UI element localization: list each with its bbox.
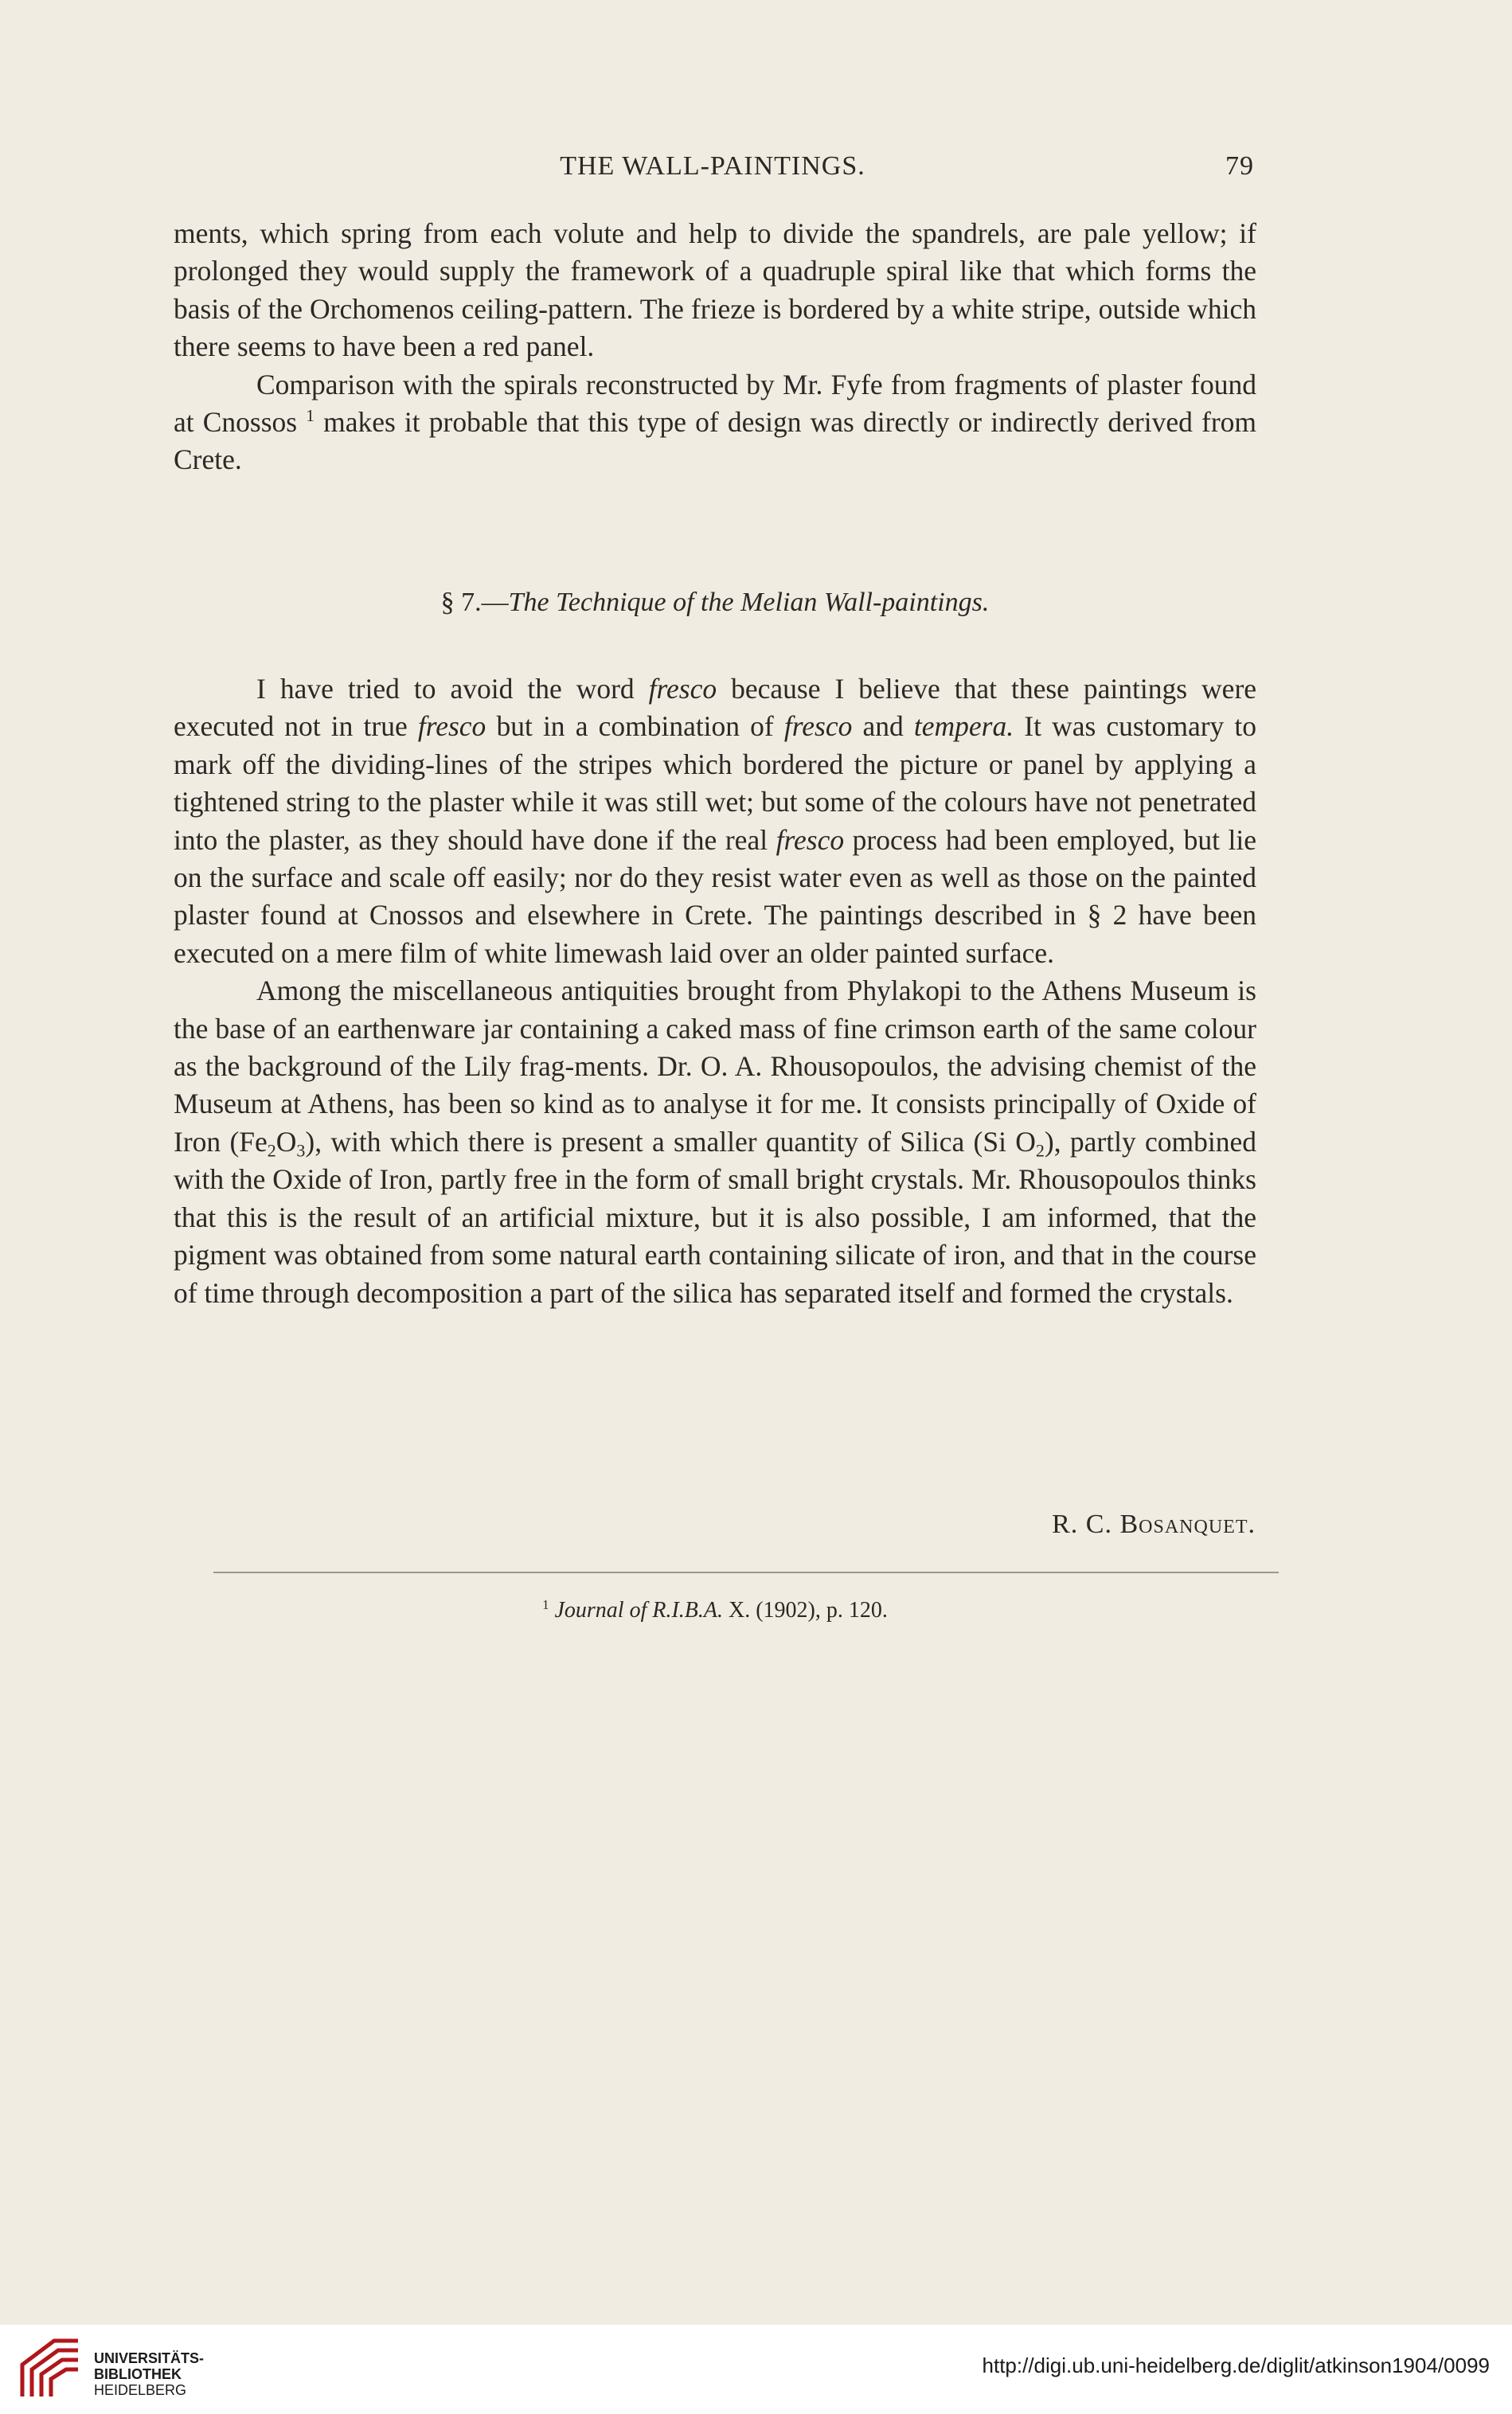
paragraph-comparison [174,366,1256,479]
footer-bar [0,2325,1512,2414]
paragraph-text: Comparison with the spirals reconstructed by Mr. Fyfe from fragments of plaster found at Cnossos [174,368,1256,439]
paragraph-technique [174,670,1256,972]
text-run: O [275,1125,297,1158]
italic-term: fresco [776,823,845,856]
library-name-line: UNIVERSITÄTS- [94,2350,205,2366]
author-signature [1052,1510,1256,1540]
library-name [94,2350,204,2398]
subscript: 3 [296,1140,306,1161]
text-run: but in a combination of [496,710,774,743]
subscript: 2 [1035,1140,1045,1161]
text-block-top [174,215,1256,479]
text-run: Among the miscellaneous antiquities brought from Phylakopi to the Athens Museum is the base of an earthenware jar containing a caked mass of fine crimson earth of the same colour as the background of the Lily frag-ments. Dr. O. A. Rhousopoulos, the advising chemist of the Museum at Athens, has been so kind as to analyse it for me. It consists principally of Oxide of Iron (Fe [174,975,1256,1158]
subscript: 2 [267,1140,276,1161]
footnote-journal: Journal of R.I.B.A. [554,1598,724,1623]
text-run: ), partly combined with the Oxide of Iron, partly free in the form of small bright crystals. Mr. Rhousopoulos thinks that this is the result of an artificial mixture, but it is also possible, I am informed, that the pigment was obtained from some natural earth containing silicate of iron, and that in the course of time through decomposition a part of the silica has separated itself and formed the crystals. [174,1125,1256,1309]
paragraph-analysis [174,972,1256,1312]
footnote-marker: 1 [542,1596,549,1612]
section-heading [174,588,1256,618]
running-header [171,151,1254,191]
paragraph-continuation: ments, which spring from each volute and help to divide the spandrels, are pale yellow; if prolonged they would supply the framework of a quadruple spiral like that which forms the basis of the Orchomenos ceiling-pattern. The frieze is bordered by a white stripe, outside which there seems to have been a red panel. [174,217,1256,363]
signature-initials: R. C. [1052,1510,1112,1539]
italic-term: fresco [783,710,853,743]
library-name-line: BIBLIOTHEK [94,2366,182,2382]
text-block-main [174,670,1256,1312]
footnote-text: X. (1902), p. 120. [729,1598,888,1623]
footnote-ref: 1 [306,406,315,426]
text-run: ), with which there is present a smaller quantity of Silica (Si O [305,1125,1036,1158]
text-run: because I believe that these paintings were executed not in true [174,673,1257,743]
page-number: 79 [1225,151,1254,181]
library-logo-icon [14,2333,86,2404]
italic-term: fresco [417,710,486,743]
section-number: § 7.— [440,588,509,617]
section-title: The Technique of the Melian Wall-paintings. [508,588,990,617]
library-name-line: HEIDELBERG [94,2382,187,2398]
text-run: It was customary to mark off the dividing-lines of the stripes which bordered the picture or panel by applying a tightened string to the plaster while it was still wet; but some of the colours have not penetrated into the plaster, as they should have done if the real [174,710,1257,856]
signature-surname: Bosanquet. [1119,1510,1256,1539]
italic-term: fresco [648,673,717,705]
italic-term: tempera. [913,710,1014,743]
footnote [174,1598,1256,1623]
text-run: I have tried to avoid the word [256,673,635,705]
text-run: and [862,710,904,743]
running-title: THE WALL-PAINTINGS. [560,151,865,181]
source-url-link[interactable]: http://digi.ub.uni-heidelberg.de/diglit/atkinson1904/0099 [982,2353,1490,2377]
footnote-divider [213,1572,1279,1573]
paragraph-text: makes it probable that this type of design was directly or indirectly derived from Crete. [174,406,1257,476]
text-run: process had been employed, but lie on the surface and scale off easily; nor do they resist water even as well as those on the painted plaster found at Cnossos and elsewhere in Crete. The paintings described in § 2 have been executed on a mere film of white limewash laid over an older painted surface. [174,823,1256,969]
